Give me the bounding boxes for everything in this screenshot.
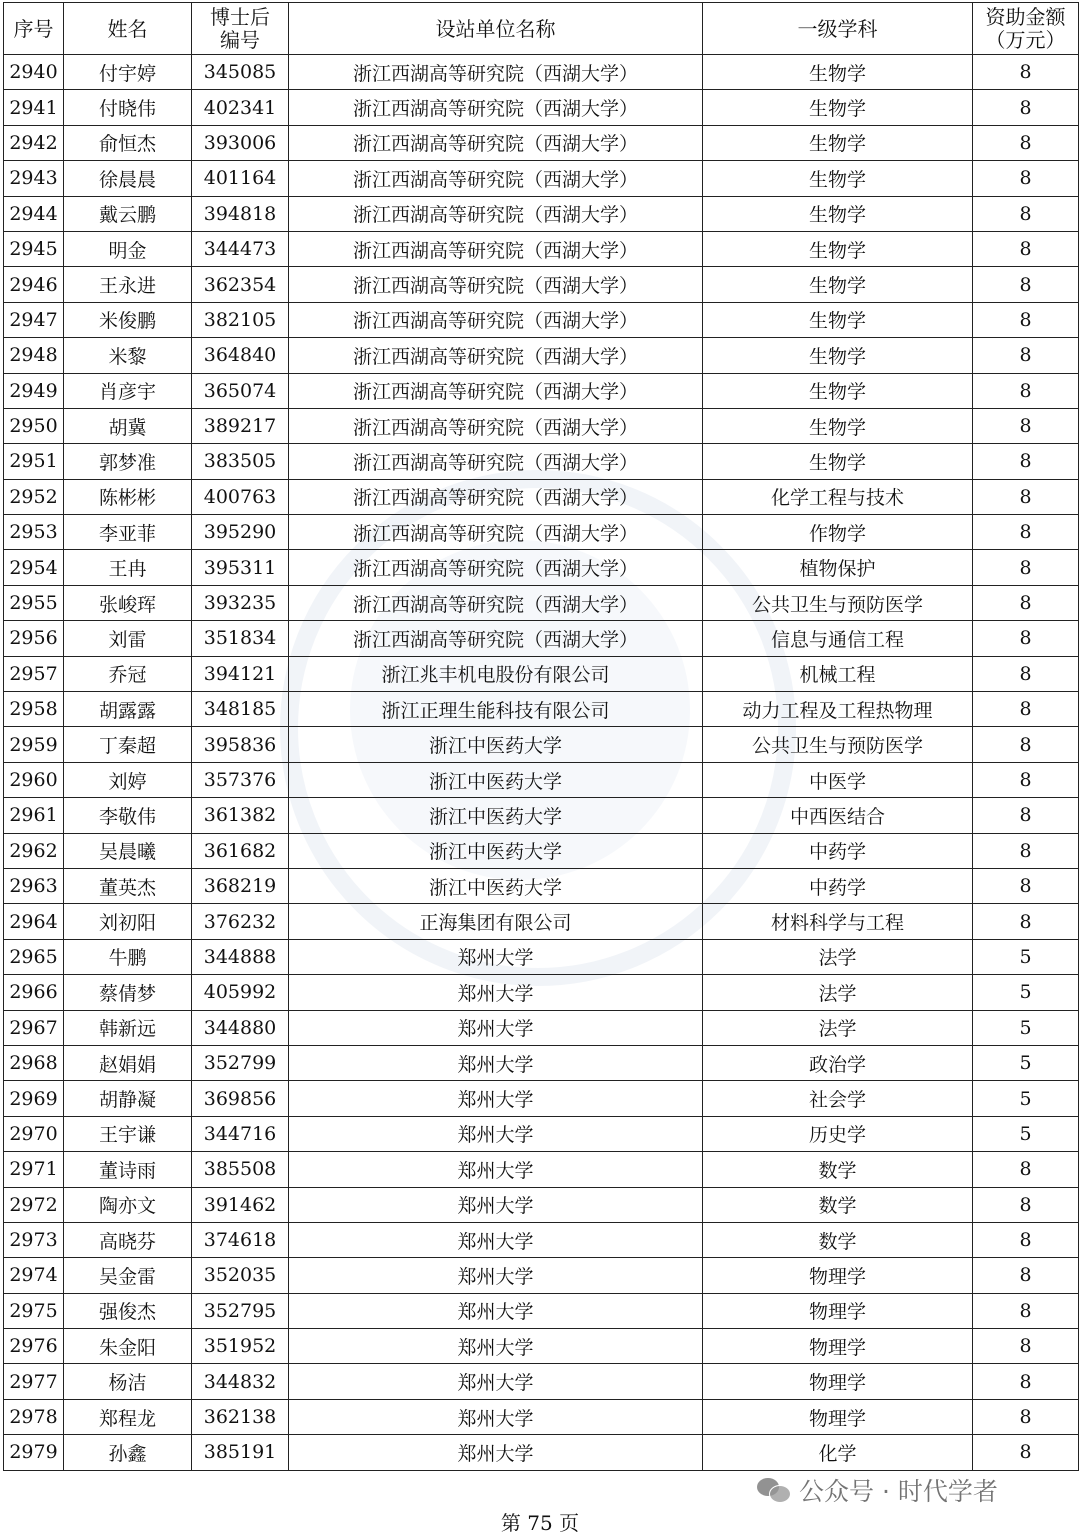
cell-unit: 浙江西湖高等研究院（西湖大学） bbox=[289, 125, 703, 160]
cell-unit: 郑州大学 bbox=[289, 1399, 703, 1434]
table-row bbox=[4, 727, 1079, 762]
table-row bbox=[4, 1081, 1079, 1116]
cell-postdoc-id: 368219 bbox=[192, 868, 289, 903]
cell-no: 2979 bbox=[4, 1435, 64, 1470]
cell-unit: 浙江中医药大学 bbox=[289, 727, 703, 762]
cell-unit: 郑州大学 bbox=[289, 1010, 703, 1045]
cell-no: 2943 bbox=[4, 161, 64, 196]
cell-unit: 浙江西湖高等研究院（西湖大学） bbox=[289, 444, 703, 479]
table-row bbox=[4, 515, 1079, 550]
cell-amount: 8 bbox=[973, 550, 1079, 585]
cell-postdoc-id: 394818 bbox=[192, 196, 289, 231]
cell-name: 吴晨曦 bbox=[64, 833, 192, 868]
cell-name: 杨洁 bbox=[64, 1364, 192, 1399]
cell-postdoc-id: 344880 bbox=[192, 1010, 289, 1045]
table-row bbox=[4, 196, 1079, 231]
cell-postdoc-id: 344716 bbox=[192, 1116, 289, 1151]
brand-text: 公众号 · 时代学者 bbox=[799, 1477, 998, 1506]
cell-amount: 8 bbox=[973, 338, 1079, 373]
cell-amount: 8 bbox=[973, 90, 1079, 125]
cell-no: 2973 bbox=[4, 1222, 64, 1257]
cell-no: 2949 bbox=[4, 373, 64, 408]
cell-unit: 浙江西湖高等研究院（西湖大学） bbox=[289, 479, 703, 514]
cell-no: 2954 bbox=[4, 550, 64, 585]
cell-amount: 8 bbox=[973, 868, 1079, 903]
table-row bbox=[4, 621, 1079, 656]
cell-amount: 8 bbox=[973, 1329, 1079, 1364]
cell-amount: 8 bbox=[973, 1293, 1079, 1328]
cell-no: 2978 bbox=[4, 1399, 64, 1434]
table-row bbox=[4, 1435, 1079, 1470]
funding-roster-table bbox=[3, 2, 1079, 1471]
cell-discipline: 数学 bbox=[703, 1222, 973, 1257]
cell-postdoc-id: 395311 bbox=[192, 550, 289, 585]
cell-postdoc-id: 361682 bbox=[192, 833, 289, 868]
cell-amount: 8 bbox=[973, 1435, 1079, 1470]
cell-unit: 浙江西湖高等研究院（西湖大学） bbox=[289, 267, 703, 302]
cell-postdoc-id: 361382 bbox=[192, 798, 289, 833]
cell-unit: 浙江西湖高等研究院（西湖大学） bbox=[289, 550, 703, 585]
cell-name: 蔡倩梦 bbox=[64, 975, 192, 1010]
header-amount bbox=[973, 3, 1079, 55]
table-row bbox=[4, 1364, 1079, 1399]
table-row bbox=[4, 585, 1079, 620]
cell-discipline: 作物学 bbox=[703, 515, 973, 550]
cell-unit: 浙江西湖高等研究院（西湖大学） bbox=[289, 408, 703, 443]
cell-discipline: 中药学 bbox=[703, 833, 973, 868]
cell-unit: 浙江中医药大学 bbox=[289, 868, 703, 903]
cell-no: 2971 bbox=[4, 1152, 64, 1187]
cell-name: 肖彦宇 bbox=[64, 373, 192, 408]
cell-discipline: 生物学 bbox=[703, 161, 973, 196]
cell-no: 2960 bbox=[4, 762, 64, 797]
table-row bbox=[4, 692, 1079, 727]
cell-unit: 浙江中医药大学 bbox=[289, 798, 703, 833]
cell-amount: 8 bbox=[973, 656, 1079, 691]
cell-discipline: 中西医结合 bbox=[703, 798, 973, 833]
cell-unit: 正海集团有限公司 bbox=[289, 904, 703, 939]
cell-unit: 浙江西湖高等研究院（西湖大学） bbox=[289, 585, 703, 620]
cell-name: 董英杰 bbox=[64, 868, 192, 903]
cell-name: 强俊杰 bbox=[64, 1293, 192, 1328]
cell-name: 王永进 bbox=[64, 267, 192, 302]
table-row bbox=[4, 904, 1079, 939]
cell-no: 2967 bbox=[4, 1010, 64, 1045]
table-row bbox=[4, 1045, 1079, 1080]
cell-unit: 浙江西湖高等研究院（西湖大学） bbox=[289, 90, 703, 125]
cell-discipline: 生物学 bbox=[703, 231, 973, 266]
header-amount-line1: 资助金额 bbox=[985, 4, 1066, 29]
cell-discipline: 生物学 bbox=[703, 196, 973, 231]
cell-unit: 浙江西湖高等研究院（西湖大学） bbox=[289, 55, 703, 90]
cell-discipline: 化学 bbox=[703, 1435, 973, 1470]
cell-no: 2970 bbox=[4, 1116, 64, 1151]
table-row bbox=[4, 90, 1079, 125]
cell-name: 陈彬彬 bbox=[64, 479, 192, 514]
cell-no: 2955 bbox=[4, 585, 64, 620]
cell-name: 明金 bbox=[64, 231, 192, 266]
cell-amount: 8 bbox=[973, 621, 1079, 656]
cell-discipline: 生物学 bbox=[703, 125, 973, 160]
cell-unit: 郑州大学 bbox=[289, 1116, 703, 1151]
table-row bbox=[4, 1116, 1079, 1151]
cell-name: 朱金阳 bbox=[64, 1329, 192, 1364]
cell-postdoc-id: 395836 bbox=[192, 727, 289, 762]
cell-no: 2976 bbox=[4, 1329, 64, 1364]
table-row bbox=[4, 1152, 1079, 1187]
cell-amount: 8 bbox=[973, 585, 1079, 620]
cell-unit: 浙江兆丰机电股份有限公司 bbox=[289, 656, 703, 691]
cell-discipline: 生物学 bbox=[703, 267, 973, 302]
table-row bbox=[4, 833, 1079, 868]
cell-discipline: 法学 bbox=[703, 975, 973, 1010]
table-row bbox=[4, 975, 1079, 1010]
cell-postdoc-id: 391462 bbox=[192, 1187, 289, 1222]
table-row bbox=[4, 550, 1079, 585]
cell-postdoc-id: 344888 bbox=[192, 939, 289, 974]
cell-no: 2940 bbox=[4, 55, 64, 90]
table-row bbox=[4, 1399, 1079, 1434]
table-row bbox=[4, 762, 1079, 797]
header-id-line2: 编号 bbox=[220, 27, 260, 52]
cell-no: 2962 bbox=[4, 833, 64, 868]
cell-unit: 浙江中医药大学 bbox=[289, 833, 703, 868]
cell-name: 董诗雨 bbox=[64, 1152, 192, 1187]
table-row bbox=[4, 1010, 1079, 1045]
cell-name: 俞恒杰 bbox=[64, 125, 192, 160]
cell-discipline: 生物学 bbox=[703, 338, 973, 373]
cell-unit: 郑州大学 bbox=[289, 1152, 703, 1187]
page-number: 第 75 页 bbox=[500, 1511, 580, 1535]
cell-postdoc-id: 362138 bbox=[192, 1399, 289, 1434]
cell-discipline: 中药学 bbox=[703, 868, 973, 903]
cell-unit: 浙江西湖高等研究院（西湖大学） bbox=[289, 515, 703, 550]
cell-amount: 8 bbox=[973, 762, 1079, 797]
cell-postdoc-id: 348185 bbox=[192, 692, 289, 727]
cell-name: 李亚菲 bbox=[64, 515, 192, 550]
cell-postdoc-id: 357376 bbox=[192, 762, 289, 797]
cell-name: 刘婷 bbox=[64, 762, 192, 797]
cell-no: 2952 bbox=[4, 479, 64, 514]
table-row bbox=[4, 373, 1079, 408]
cell-amount: 8 bbox=[973, 373, 1079, 408]
cell-postdoc-id: 369856 bbox=[192, 1081, 289, 1116]
cell-discipline: 生物学 bbox=[703, 408, 973, 443]
cell-amount: 8 bbox=[973, 1187, 1079, 1222]
cell-name: 王宇谦 bbox=[64, 1116, 192, 1151]
cell-no: 2958 bbox=[4, 692, 64, 727]
cell-discipline: 法学 bbox=[703, 939, 973, 974]
cell-no: 2961 bbox=[4, 798, 64, 833]
cell-discipline: 材料科学与工程 bbox=[703, 904, 973, 939]
cell-no: 2963 bbox=[4, 868, 64, 903]
cell-postdoc-id: 344832 bbox=[192, 1364, 289, 1399]
cell-amount: 5 bbox=[973, 1010, 1079, 1045]
cell-no: 2944 bbox=[4, 196, 64, 231]
cell-unit: 浙江西湖高等研究院（西湖大学） bbox=[289, 338, 703, 373]
cell-name: 郭梦准 bbox=[64, 444, 192, 479]
table-row bbox=[4, 1293, 1079, 1328]
cell-name: 韩新远 bbox=[64, 1010, 192, 1045]
table-body bbox=[4, 55, 1079, 1471]
cell-postdoc-id: 395290 bbox=[192, 515, 289, 550]
table-row bbox=[4, 267, 1079, 302]
cell-name: 刘雷 bbox=[64, 621, 192, 656]
cell-amount: 8 bbox=[973, 479, 1079, 514]
cell-unit: 浙江西湖高等研究院（西湖大学） bbox=[289, 161, 703, 196]
cell-amount: 8 bbox=[973, 302, 1079, 337]
table-row bbox=[4, 408, 1079, 443]
cell-discipline: 历史学 bbox=[703, 1116, 973, 1151]
cell-name: 戴云鹏 bbox=[64, 196, 192, 231]
header-unit: 设站单位名称 bbox=[289, 3, 703, 55]
cell-name: 刘初阳 bbox=[64, 904, 192, 939]
cell-discipline: 物理学 bbox=[703, 1258, 973, 1293]
cell-postdoc-id: 344473 bbox=[192, 231, 289, 266]
cell-name: 张峻珲 bbox=[64, 585, 192, 620]
cell-unit: 浙江中医药大学 bbox=[289, 762, 703, 797]
wechat-icon bbox=[757, 1476, 791, 1504]
cell-unit: 浙江西湖高等研究院（西湖大学） bbox=[289, 302, 703, 337]
header-id-line1: 博士后 bbox=[210, 4, 270, 29]
table-row bbox=[4, 161, 1079, 196]
cell-name: 米黎 bbox=[64, 338, 192, 373]
cell-name: 赵娟娟 bbox=[64, 1045, 192, 1080]
wechat-brand-watermark bbox=[757, 1472, 998, 1508]
cell-unit: 浙江西湖高等研究院（西湖大学） bbox=[289, 621, 703, 656]
header-no: 序号 bbox=[4, 3, 64, 55]
cell-name: 吴金雷 bbox=[64, 1258, 192, 1293]
cell-discipline: 物理学 bbox=[703, 1293, 973, 1328]
table-row bbox=[4, 338, 1079, 373]
table-row bbox=[4, 55, 1079, 90]
cell-postdoc-id: 352035 bbox=[192, 1258, 289, 1293]
cell-discipline: 生物学 bbox=[703, 444, 973, 479]
cell-discipline: 物理学 bbox=[703, 1329, 973, 1364]
table-row bbox=[4, 444, 1079, 479]
cell-name: 徐晨晨 bbox=[64, 161, 192, 196]
table-row bbox=[4, 656, 1079, 691]
cell-amount: 8 bbox=[973, 196, 1079, 231]
cell-postdoc-id: 383505 bbox=[192, 444, 289, 479]
cell-amount: 8 bbox=[973, 444, 1079, 479]
cell-amount: 5 bbox=[973, 1116, 1079, 1151]
cell-name: 胡冀 bbox=[64, 408, 192, 443]
cell-discipline: 动力工程及工程热物理 bbox=[703, 692, 973, 727]
cell-discipline: 生物学 bbox=[703, 55, 973, 90]
cell-postdoc-id: 400763 bbox=[192, 479, 289, 514]
cell-postdoc-id: 385508 bbox=[192, 1152, 289, 1187]
table-row bbox=[4, 1187, 1079, 1222]
header-postdoc-id bbox=[192, 3, 289, 55]
cell-unit: 郑州大学 bbox=[289, 1435, 703, 1470]
cell-no: 2959 bbox=[4, 727, 64, 762]
cell-no: 2974 bbox=[4, 1258, 64, 1293]
cell-postdoc-id: 401164 bbox=[192, 161, 289, 196]
cell-discipline: 生物学 bbox=[703, 90, 973, 125]
cell-unit: 浙江西湖高等研究院（西湖大学） bbox=[289, 373, 703, 408]
cell-amount: 5 bbox=[973, 1045, 1079, 1080]
header-discipline: 一级学科 bbox=[703, 3, 973, 55]
cell-postdoc-id: 352799 bbox=[192, 1045, 289, 1080]
cell-amount: 8 bbox=[973, 515, 1079, 550]
header-amount-line2: （万元） bbox=[985, 27, 1066, 52]
cell-postdoc-id: 351834 bbox=[192, 621, 289, 656]
cell-discipline: 物理学 bbox=[703, 1399, 973, 1434]
cell-amount: 8 bbox=[973, 408, 1079, 443]
cell-unit: 郑州大学 bbox=[289, 1258, 703, 1293]
cell-unit: 郑州大学 bbox=[289, 1293, 703, 1328]
cell-name: 乔冠 bbox=[64, 656, 192, 691]
cell-amount: 8 bbox=[973, 55, 1079, 90]
cell-unit: 郑州大学 bbox=[289, 1364, 703, 1399]
table-row bbox=[4, 302, 1079, 337]
table-row bbox=[4, 125, 1079, 160]
cell-postdoc-id: 376232 bbox=[192, 904, 289, 939]
cell-no: 2975 bbox=[4, 1293, 64, 1328]
cell-no: 2951 bbox=[4, 444, 64, 479]
cell-amount: 8 bbox=[973, 1399, 1079, 1434]
cell-unit: 郑州大学 bbox=[289, 1045, 703, 1080]
cell-unit: 郑州大学 bbox=[289, 1187, 703, 1222]
cell-name: 王冉 bbox=[64, 550, 192, 585]
cell-amount: 8 bbox=[973, 1222, 1079, 1257]
cell-name: 陶亦文 bbox=[64, 1187, 192, 1222]
cell-amount: 8 bbox=[973, 727, 1079, 762]
cell-discipline: 中医学 bbox=[703, 762, 973, 797]
cell-no: 2966 bbox=[4, 975, 64, 1010]
cell-discipline: 公共卫生与预防医学 bbox=[703, 585, 973, 620]
cell-unit: 郑州大学 bbox=[289, 1081, 703, 1116]
cell-postdoc-id: 394121 bbox=[192, 656, 289, 691]
cell-discipline: 机械工程 bbox=[703, 656, 973, 691]
cell-no: 2956 bbox=[4, 621, 64, 656]
cell-discipline: 公共卫生与预防医学 bbox=[703, 727, 973, 762]
cell-no: 2953 bbox=[4, 515, 64, 550]
cell-name: 牛鹏 bbox=[64, 939, 192, 974]
cell-no: 2941 bbox=[4, 90, 64, 125]
cell-name: 高晓芬 bbox=[64, 1222, 192, 1257]
cell-unit: 浙江正理生能科技有限公司 bbox=[289, 692, 703, 727]
cell-discipline: 法学 bbox=[703, 1010, 973, 1045]
cell-no: 2948 bbox=[4, 338, 64, 373]
cell-unit: 郑州大学 bbox=[289, 939, 703, 974]
cell-postdoc-id: 351952 bbox=[192, 1329, 289, 1364]
table-row bbox=[4, 1258, 1079, 1293]
cell-no: 2942 bbox=[4, 125, 64, 160]
table-header-row bbox=[4, 3, 1079, 55]
cell-name: 丁秦超 bbox=[64, 727, 192, 762]
cell-no: 2965 bbox=[4, 939, 64, 974]
cell-discipline: 生物学 bbox=[703, 373, 973, 408]
cell-name: 付晓伟 bbox=[64, 90, 192, 125]
cell-postdoc-id: 393006 bbox=[192, 125, 289, 160]
cell-no: 2968 bbox=[4, 1045, 64, 1080]
cell-discipline: 社会学 bbox=[703, 1081, 973, 1116]
cell-discipline: 政治学 bbox=[703, 1045, 973, 1080]
cell-postdoc-id: 364840 bbox=[192, 338, 289, 373]
cell-name: 付宇婷 bbox=[64, 55, 192, 90]
cell-discipline: 生物学 bbox=[703, 302, 973, 337]
cell-amount: 5 bbox=[973, 939, 1079, 974]
cell-name: 李敬伟 bbox=[64, 798, 192, 833]
cell-postdoc-id: 385191 bbox=[192, 1435, 289, 1470]
cell-unit: 浙江西湖高等研究院（西湖大学） bbox=[289, 231, 703, 266]
cell-name: 胡露露 bbox=[64, 692, 192, 727]
cell-postdoc-id: 362354 bbox=[192, 267, 289, 302]
cell-postdoc-id: 405992 bbox=[192, 975, 289, 1010]
cell-discipline: 物理学 bbox=[703, 1364, 973, 1399]
cell-unit: 郑州大学 bbox=[289, 1329, 703, 1364]
cell-name: 郑程龙 bbox=[64, 1399, 192, 1434]
cell-postdoc-id: 345085 bbox=[192, 55, 289, 90]
cell-name: 孙鑫 bbox=[64, 1435, 192, 1470]
cell-name: 胡静凝 bbox=[64, 1081, 192, 1116]
cell-postdoc-id: 352795 bbox=[192, 1293, 289, 1328]
cell-amount: 8 bbox=[973, 798, 1079, 833]
cell-discipline: 数学 bbox=[703, 1152, 973, 1187]
cell-amount: 5 bbox=[973, 975, 1079, 1010]
cell-postdoc-id: 389217 bbox=[192, 408, 289, 443]
cell-postdoc-id: 393235 bbox=[192, 585, 289, 620]
cell-no: 2946 bbox=[4, 267, 64, 302]
table-row bbox=[4, 231, 1079, 266]
cell-amount: 5 bbox=[973, 1081, 1079, 1116]
cell-no: 2977 bbox=[4, 1364, 64, 1399]
cell-postdoc-id: 365074 bbox=[192, 373, 289, 408]
cell-no: 2957 bbox=[4, 656, 64, 691]
cell-unit: 浙江西湖高等研究院（西湖大学） bbox=[289, 196, 703, 231]
cell-amount: 8 bbox=[973, 1364, 1079, 1399]
cell-no: 2947 bbox=[4, 302, 64, 337]
table-row bbox=[4, 1222, 1079, 1257]
table-row bbox=[4, 868, 1079, 903]
cell-amount: 8 bbox=[973, 231, 1079, 266]
cell-no: 2969 bbox=[4, 1081, 64, 1116]
cell-no: 2945 bbox=[4, 231, 64, 266]
cell-discipline: 信息与通信工程 bbox=[703, 621, 973, 656]
cell-no: 2972 bbox=[4, 1187, 64, 1222]
cell-amount: 8 bbox=[973, 833, 1079, 868]
cell-discipline: 化学工程与技术 bbox=[703, 479, 973, 514]
cell-amount: 8 bbox=[973, 161, 1079, 196]
cell-amount: 8 bbox=[973, 1258, 1079, 1293]
cell-discipline: 植物保护 bbox=[703, 550, 973, 585]
table-row bbox=[4, 1329, 1079, 1364]
cell-discipline: 数学 bbox=[703, 1187, 973, 1222]
cell-postdoc-id: 374618 bbox=[192, 1222, 289, 1257]
cell-unit: 郑州大学 bbox=[289, 1222, 703, 1257]
cell-postdoc-id: 402341 bbox=[192, 90, 289, 125]
cell-name: 米俊鹏 bbox=[64, 302, 192, 337]
cell-amount: 8 bbox=[973, 1152, 1079, 1187]
cell-no: 2950 bbox=[4, 408, 64, 443]
table-row bbox=[4, 479, 1079, 514]
cell-amount: 8 bbox=[973, 692, 1079, 727]
header-name: 姓名 bbox=[64, 3, 192, 55]
table-row bbox=[4, 939, 1079, 974]
table-row bbox=[4, 798, 1079, 833]
cell-postdoc-id: 382105 bbox=[192, 302, 289, 337]
cell-amount: 8 bbox=[973, 904, 1079, 939]
cell-amount: 8 bbox=[973, 267, 1079, 302]
cell-no: 2964 bbox=[4, 904, 64, 939]
cell-amount: 8 bbox=[973, 125, 1079, 160]
cell-unit: 郑州大学 bbox=[289, 975, 703, 1010]
